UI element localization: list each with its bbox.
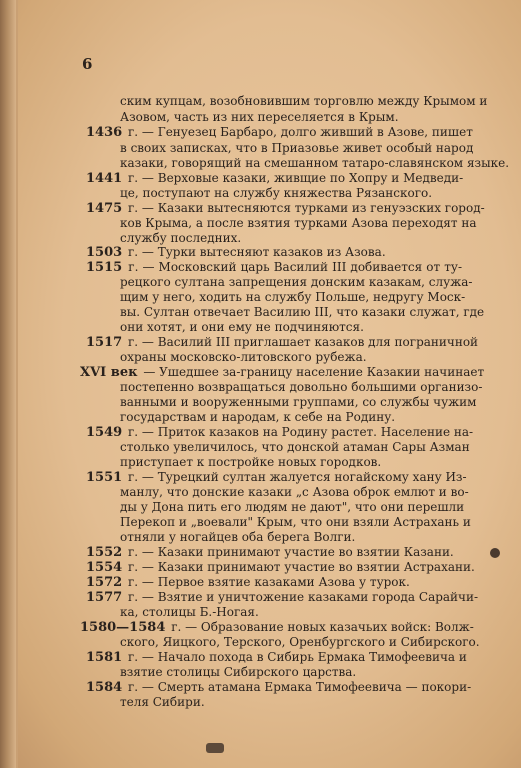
entry-year: 1577 [86, 590, 123, 605]
text-line [120, 185, 433, 201]
entry-text: щим у него, ходить на службу Польше, недругу Моск- [120, 290, 466, 304]
entry-text: охраны московско-литовского рубежа. [120, 350, 367, 364]
entry-line [86, 589, 479, 605]
text-line [120, 140, 474, 156]
entry-text: ков Крыма, а после взятия турками Азова переходят на [120, 216, 477, 230]
entry-year: 1584 [86, 680, 123, 695]
text-line [120, 514, 471, 530]
entry-line [86, 649, 467, 665]
text-line [120, 694, 220, 710]
entry-text: г. — Смерть атамана Ермака Тимофеевича — покори- [128, 680, 472, 694]
entry-line [86, 124, 473, 140]
entry-text: г. — Московский царь Василий III добивается от ту- [128, 260, 462, 274]
entry-text: отняли у ногайцев оба берега Волги. [120, 530, 356, 544]
entry-text: г. — Верховые казаки, живщие по Хопру и Медведи- [128, 171, 464, 185]
entry-text: г. — Первое взятие казаками Азова у турок. [128, 575, 410, 589]
entry-text: Азовом, часть из них переселяется в Крым. [120, 110, 399, 124]
entry-line [86, 200, 485, 216]
text-line [120, 439, 470, 455]
entry-text: ванными и вооруженными группами, со службы чужим [120, 395, 477, 409]
text-line [120, 634, 480, 650]
text-line [120, 664, 420, 680]
entry-line [86, 574, 410, 590]
entry-line [86, 259, 462, 275]
entry-text: — Ушедшее за-границу население Казакии начинает [143, 365, 485, 379]
entry-year: 1580—1584 [80, 620, 166, 635]
entry-line [86, 334, 479, 350]
entry-line [86, 170, 462, 186]
entry-text: теля Сибири. [120, 695, 205, 709]
entry-year: 1517 [86, 335, 123, 350]
entry-line [80, 619, 474, 635]
text-line [120, 604, 300, 620]
entry-text: г. — Турки вытесняют казаков из Азова. [128, 245, 386, 259]
entry-text: г. — Генуезец Барбаро, долго живший в Азове, пишет [128, 125, 473, 139]
text-line [120, 109, 399, 125]
entry-text: Перекоп и „воевали" Крым, что они взяли Астрахань и [120, 515, 471, 529]
entry-text: взятие столицы Сибирского царства. [120, 665, 357, 679]
entry-text: вы. Султан отвечает Василию III, что казаки служат, где [120, 305, 485, 319]
entry-text: они хотят, и они ему не подчиняются. [120, 320, 364, 334]
entry-text: столько увеличилось, что донской атаман Сары Азман [120, 440, 470, 454]
text-line [120, 484, 469, 500]
entry-text: г. — Образование новых казачьих войск: Волж- [171, 620, 474, 634]
entry-year: 1572 [86, 575, 123, 590]
text-line [120, 215, 477, 231]
text-line [120, 409, 415, 425]
text-line [120, 319, 364, 335]
entry-line [86, 559, 475, 575]
text-line [120, 349, 380, 365]
entry-text: ского, Яицкого, Терского, Оренбургского и Сибирского. [120, 635, 480, 649]
entry-text: г. — Турецкий султан жалуется ногайскому хану Из- [128, 470, 467, 484]
entry-text: ка, столицы Б.-Ногая. [120, 605, 259, 619]
text-line [120, 93, 488, 109]
entry-text: г. — Казаки принимают участие во взятии Казани. [128, 545, 454, 559]
entry-year: 1551 [86, 470, 123, 485]
entry-year: 1436 [86, 125, 123, 140]
entry-text: манлу, что донские казаки „с Азова оброк емлют и во- [120, 485, 469, 499]
text-line [120, 289, 466, 305]
entry-line [80, 364, 485, 380]
entry-year: 1552 [86, 545, 123, 560]
text-line [120, 394, 477, 410]
entry-year: 1441 [86, 171, 123, 186]
entry-line [86, 544, 454, 560]
entry-year: 1515 [86, 260, 123, 275]
entry-text: приступает к постройке новых городков. [120, 455, 382, 469]
entry-text: г. — Приток казаков на Родину растет. Население на- [128, 425, 474, 439]
entry-year: 1581 [86, 650, 123, 665]
entry-text: г. — Начало похода в Сибирь Ермака Тимофеевича и [128, 650, 467, 664]
entry-text: постепенно возвращаться довольно большими организо- [120, 380, 483, 394]
entry-text: казаки, говорящий на смешанном татаро-славянском языке. [120, 156, 510, 170]
entry-year: 1554 [86, 560, 123, 575]
entry-text: г. — Василий III приглашает казаков для пограничной [128, 335, 479, 349]
entry-year: 1549 [86, 425, 123, 440]
entry-year: 1503 [86, 245, 123, 260]
text-line [120, 304, 485, 320]
text-line [120, 499, 465, 515]
entry-text: ды у Дона пить его людям не дают", что они перешли [120, 500, 465, 514]
page-number: 6 [82, 55, 93, 73]
entry-text: це, поступают на службу княжества Рязанского. [120, 186, 433, 200]
entry-line [86, 244, 420, 260]
entry-text: г. — Казаки вытесняются турками из генуэзских город- [128, 201, 485, 215]
entry-year: 1475 [86, 201, 123, 216]
text-line [120, 155, 510, 171]
entry-line [86, 469, 467, 485]
entry-line [86, 679, 472, 695]
entry-text: рецкого султана запрещения донским казакам, служа- [120, 275, 473, 289]
entry-text: службу последних. [120, 231, 242, 245]
text-line [120, 274, 473, 290]
text-line [120, 454, 380, 470]
entry-year: XVI век [80, 365, 138, 380]
text-line [120, 379, 483, 395]
entry-text: государствам и народам, к себе на Родину. [120, 410, 396, 424]
entry-text: г. — Казаки принимают участие во взятии Астрахани. [128, 560, 475, 574]
entry-line [86, 424, 474, 440]
text-line [120, 529, 360, 545]
entry-text: ским купцам, возобновившим торговлю между Крымом и [120, 94, 488, 108]
entry-text: в своих записках, что в Приазовье живет особый народ [120, 141, 474, 155]
entry-text: г. — Взятие и уничтожение казаками города Сарайчи- [128, 590, 479, 604]
